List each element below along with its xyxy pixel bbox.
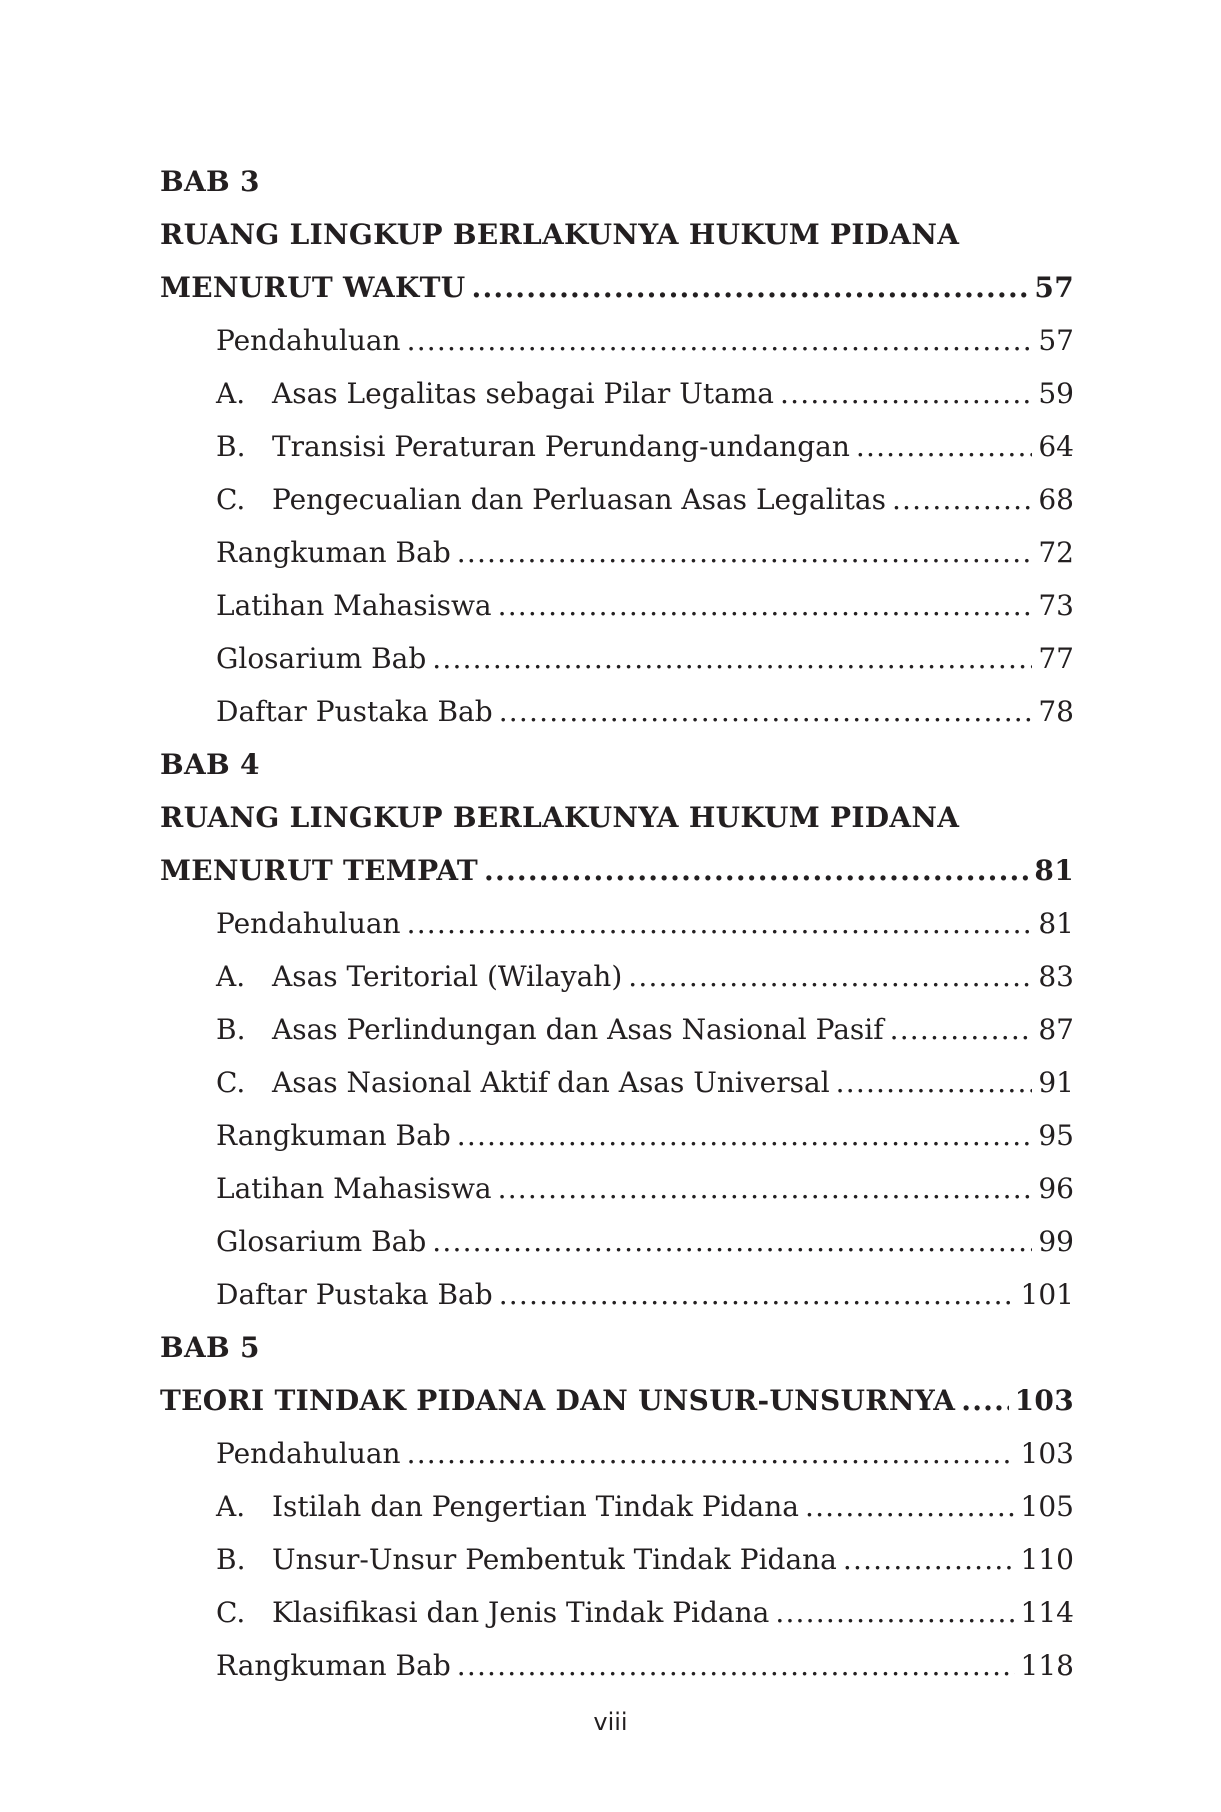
leader-dots: [836, 1056, 1033, 1109]
toc-entry[interactable]: [160, 685, 1074, 738]
page-footer-number: viii: [593, 1708, 628, 1736]
chapter-title-line: RUANG LINGKUP BERLAKUNYA HUKUM PIDANA: [160, 218, 960, 251]
entry-text: Latihan Mahasiswa: [216, 589, 492, 622]
toc-entry[interactable]: [160, 579, 1074, 632]
page-number: 64: [1038, 430, 1074, 463]
toc-entry[interactable]: [160, 1215, 1074, 1268]
chapter-title-text: MENURUT TEMPAT: [160, 854, 479, 887]
leader-dots: [432, 632, 1032, 685]
leader-dots: [407, 314, 1033, 367]
entry-text: Daftar Pustaka Bab: [216, 695, 493, 728]
page-number: 96: [1038, 1172, 1074, 1205]
chapter-title-line: RUANG LINGKUP BERLAKUNYA HUKUM PIDANA: [160, 801, 960, 834]
page-number: 81: [1038, 907, 1074, 940]
leader-dots: [432, 1215, 1032, 1268]
page-number: 57: [1038, 324, 1074, 357]
leader-dots: [472, 261, 1029, 314]
leader-dots: [892, 473, 1032, 526]
entry-text: Pengecualian dan Perluasan Asas Legalitas: [272, 483, 886, 516]
toc-entry[interactable]: [160, 1586, 1074, 1639]
leader-dots: [407, 897, 1033, 950]
page-number: 114: [1020, 1596, 1074, 1629]
entry-text: Glosarium Bab: [216, 1225, 427, 1258]
entry-letter: B.: [216, 1543, 246, 1576]
leader-dots: [856, 420, 1032, 473]
entry-text: Latihan Mahasiswa: [216, 1172, 492, 1205]
toc-entry[interactable]: [160, 950, 1074, 1003]
toc-entry[interactable]: [160, 1109, 1074, 1162]
entry-text: Transisi Peraturan Perundang-undangan: [272, 430, 850, 463]
chapter-label: BAB 3: [160, 165, 260, 198]
toc-entry[interactable]: [160, 1056, 1074, 1109]
page-number: 87: [1038, 1013, 1074, 1046]
leader-dots: [775, 1586, 1014, 1639]
toc-entry[interactable]: [160, 1003, 1074, 1056]
toc-entry[interactable]: [160, 897, 1074, 950]
page-number: 110: [1020, 1543, 1074, 1576]
leader-dots: [499, 1268, 1015, 1321]
entry-letter: C.: [216, 483, 246, 516]
chapter-title-entry[interactable]: [160, 261, 1074, 314]
page-number: 73: [1038, 589, 1074, 622]
toc-entry[interactable]: [160, 473, 1074, 526]
toc-entry[interactable]: [160, 420, 1074, 473]
entry-letter: C.: [216, 1596, 246, 1629]
toc-entry[interactable]: [160, 1639, 1074, 1692]
page-number: 91: [1038, 1066, 1074, 1099]
entry-text: Asas Nasional Aktif dan Asas Universal: [272, 1066, 830, 1099]
toc-entry[interactable]: [160, 1162, 1074, 1215]
entry-text: Asas Perlindungan dan Asas Nasional Pasif: [272, 1013, 884, 1046]
page-number: 57: [1034, 271, 1074, 304]
leader-dots: [843, 1533, 1015, 1586]
entry-text: Istilah dan Pengertian Tindak Pidana: [272, 1490, 799, 1523]
leader-dots: [498, 1162, 1033, 1215]
page-number: 59: [1038, 377, 1074, 410]
page-number: 78: [1038, 695, 1074, 728]
page-number: 83: [1038, 960, 1074, 993]
leader-dots: [628, 950, 1032, 1003]
leader-dots: [457, 1109, 1033, 1162]
toc-entry[interactable]: [160, 367, 1074, 420]
entry-text: Glosarium Bab: [216, 642, 427, 675]
toc-entry[interactable]: [160, 632, 1074, 685]
entry-text: Unsur-Unsur Pembentuk Tindak Pidana: [272, 1543, 837, 1576]
chapter-title-entry[interactable]: [160, 844, 1074, 897]
page-number: 81: [1034, 854, 1074, 887]
page-number: 118: [1020, 1649, 1074, 1682]
page-number: 95: [1038, 1119, 1074, 1152]
leader-dots: [890, 1003, 1033, 1056]
entry-letter: B.: [216, 430, 246, 463]
entry-text: Rangkuman Bab: [216, 1649, 451, 1682]
chapter-label: BAB 5: [160, 1331, 260, 1364]
leader-dots: [484, 844, 1028, 897]
leader-dots: [407, 1427, 1015, 1480]
page-number: 105: [1020, 1490, 1074, 1523]
entry-letter: C.: [216, 1066, 246, 1099]
chapter-title-text: MENURUT WAKTU: [160, 271, 466, 304]
page-number: 68: [1038, 483, 1074, 516]
entry-text: Klasifikasi dan Jenis Tindak Pidana: [272, 1596, 770, 1629]
entry-text: Daftar Pustaka Bab: [216, 1278, 493, 1311]
entry-letter: A.: [216, 377, 246, 410]
leader-dots: [805, 1480, 1015, 1533]
leader-dots: [499, 685, 1033, 738]
page-number: 103: [1014, 1384, 1074, 1417]
page-number: 101: [1020, 1278, 1074, 1311]
toc-entry[interactable]: [160, 1427, 1074, 1480]
entry-text: Pendahuluan: [216, 1437, 401, 1470]
entry-text: Rangkuman Bab: [216, 1119, 451, 1152]
leader-dots: [498, 579, 1033, 632]
toc-entry[interactable]: [160, 1533, 1074, 1586]
page-number: 103: [1020, 1437, 1074, 1470]
chapter-label: BAB 4: [160, 748, 260, 781]
toc-entry[interactable]: [160, 526, 1074, 579]
page-number: 72: [1038, 536, 1074, 569]
toc-entry[interactable]: [160, 1268, 1074, 1321]
chapter-title-text: TEORI TINDAK PIDANA DAN UNSUR-UNSURNYA: [160, 1384, 956, 1417]
page-number: 99: [1038, 1225, 1074, 1258]
toc-entry[interactable]: [160, 314, 1074, 367]
leader-dots: [780, 367, 1032, 420]
entry-letter: A.: [216, 960, 246, 993]
entry-text: Asas Legalitas sebagai Pilar Utama: [272, 377, 775, 410]
entry-letter: B.: [216, 1013, 246, 1046]
toc-entry[interactable]: [160, 1480, 1074, 1533]
leader-dots: [457, 1639, 1015, 1692]
entry-text: Asas Teritorial (Wilayah): [272, 960, 623, 993]
leader-dots: [961, 1374, 1008, 1427]
leader-dots: [457, 526, 1033, 579]
entry-text: Pendahuluan: [216, 907, 401, 940]
entry-text: Rangkuman Bab: [216, 536, 451, 569]
entry-letter: A.: [216, 1490, 246, 1523]
chapter-title-entry[interactable]: [160, 1374, 1074, 1427]
page-number: 77: [1038, 642, 1074, 675]
table-of-contents: [160, 155, 1074, 1692]
entry-text: Pendahuluan: [216, 324, 401, 357]
